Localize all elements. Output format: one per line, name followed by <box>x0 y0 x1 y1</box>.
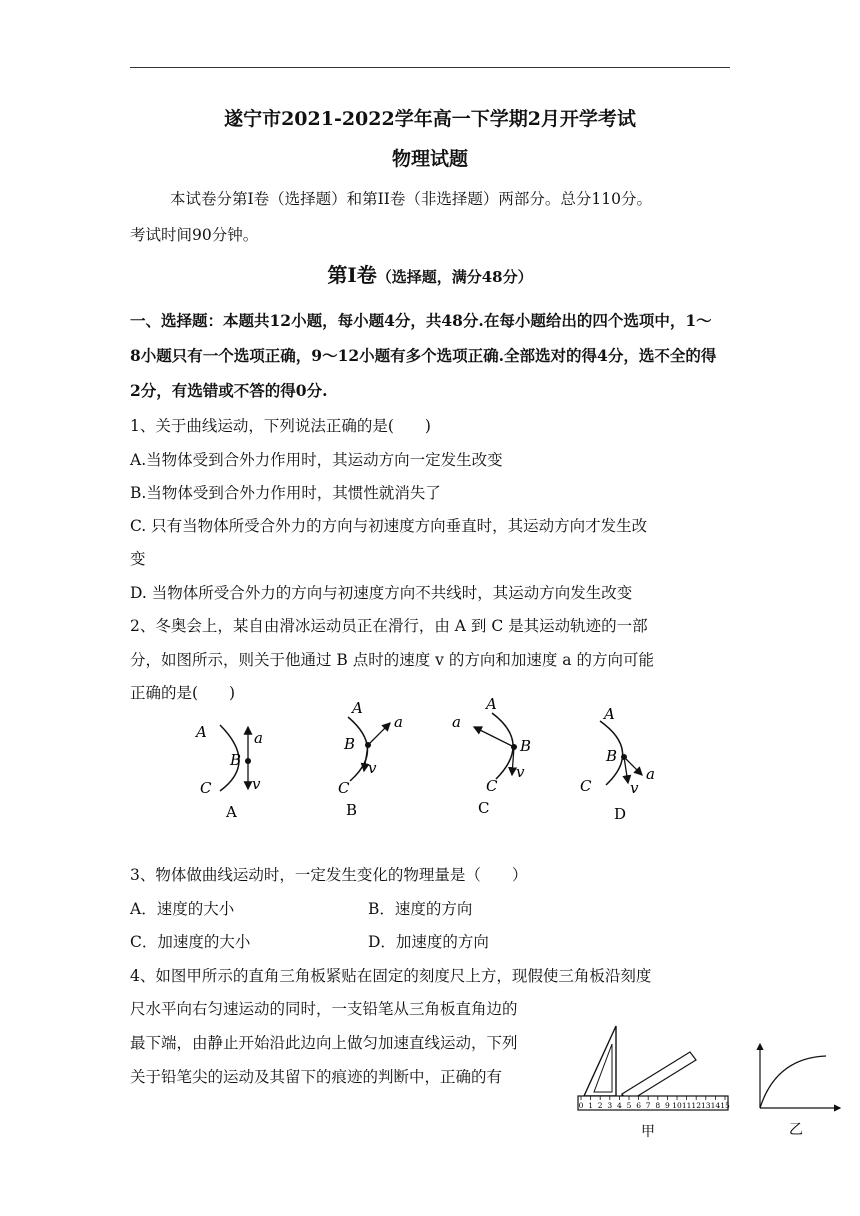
q1-option-c-line-2: 变 <box>130 550 146 568</box>
label-a-point: A <box>486 695 497 713</box>
q3-option-a: A．速度的大小 <box>130 900 235 918</box>
figure-caption-d: D <box>614 805 627 823</box>
label-c-point: C <box>580 777 592 795</box>
label-accel: a <box>646 765 655 783</box>
figure-caption-c: C <box>478 799 490 817</box>
figure-caption-jia: 甲 <box>641 1124 655 1140</box>
q4-line-1: 4、如图甲所示的直角三角板紧贴在固定的刻度尺上方，现假使三角板沿刻度 <box>130 967 652 985</box>
exam-subtitle: 物理试题 <box>391 148 468 170</box>
q4-line-4: 关于铅笔尖的运动及其留下的痕迹的判断中，正确的有 <box>130 1068 503 1086</box>
label-c-point: C <box>486 777 498 795</box>
label-vel: v <box>252 775 261 793</box>
label-b-point: B <box>230 751 242 769</box>
label-b-point: B <box>606 747 618 765</box>
q2-figures <box>180 695 720 825</box>
triangle-ruler <box>584 1026 616 1096</box>
ruler-tick-label: 8 <box>655 1101 661 1110</box>
ruler-tick-label: 9 <box>665 1101 670 1110</box>
instructions-line-3: 2分，有选错或不答的得0分. <box>130 381 328 400</box>
label-b-point: B <box>344 735 356 753</box>
label-accel: a <box>254 729 263 747</box>
ruler-tick-label: 15 <box>720 1101 730 1110</box>
q1-option-c-line-1: C. 只有当物体所受合外力的方向与初速度方向垂直时，其运动方向才发生改 <box>130 517 648 535</box>
label-vel: v <box>630 779 639 797</box>
q1-option-d: D. 当物体所受合外力的方向与初速度方向不共线时，其运动方向发生改变 <box>130 584 633 602</box>
ruler-tick-label: 4 <box>617 1101 622 1110</box>
ruler-tick-label: 11 <box>681 1101 692 1110</box>
q2-line-2: 分，如图所示，则关于他通过 B 点时的速度 v 的方向和加速度 a 的方向可能 <box>130 651 654 669</box>
intro-line-2: 考试时间90分钟。 <box>130 226 259 244</box>
pencil-icon <box>622 1052 696 1102</box>
ruler-tick-label: 12 <box>691 1101 701 1110</box>
q3-option-d: D．加速度的方向 <box>368 933 489 951</box>
q4-figure-yi <box>748 1040 844 1140</box>
label-b-point: B <box>520 737 532 755</box>
ruler-tick-label: 1 <box>588 1101 593 1110</box>
instructions-line-2: 8小题只有一个选项正确，9～12小题有多个选项正确.全部选对的得4分，选不全的得 <box>130 346 717 365</box>
label-accel: a <box>452 713 461 731</box>
instructions-line-1: 一、选择题：本题共12小题，每小题4分，共48分.在每小题给出的四个选项中，1～ <box>130 311 712 330</box>
q4-figure-jia <box>574 1024 734 1142</box>
section-title-note: （选择题，满分48分） <box>376 268 533 286</box>
trajectory-curve <box>760 1056 826 1108</box>
ruler-tick-label: 2 <box>597 1101 603 1110</box>
exam-title: 遂宁市2021-2022学年高一下学期2月开学考试 <box>224 108 636 130</box>
trajectory-arc <box>492 713 513 779</box>
ruler-tick-label: 14 <box>710 1101 721 1110</box>
ruler-tick-label: 3 <box>607 1101 613 1110</box>
label-a-point: A <box>196 723 207 741</box>
q2-figure-d <box>580 705 655 823</box>
ruler-tick-label: 6 <box>636 1101 641 1110</box>
figure-caption-b: B <box>346 801 358 819</box>
q3-option-b: B．速度的方向 <box>368 900 473 918</box>
q2-figure-a <box>194 723 263 821</box>
q3-option-c: C．加速度的大小 <box>130 933 251 951</box>
q1-stem: 1、关于曲线运动，下列说法正确的是( ) <box>130 417 431 435</box>
ruler-tick-label: 0 <box>578 1101 584 1110</box>
label-vel: v <box>368 759 377 777</box>
q1-option-a: A.当物体受到合外力作用时，其运动方向一定发生改变 <box>130 451 503 469</box>
ruler-tick-label: 7 <box>645 1101 651 1110</box>
header-rule <box>130 67 730 68</box>
figure-caption-yi: 乙 <box>789 1122 803 1138</box>
acceleration-arrow <box>368 723 390 745</box>
ruler-tick-label: 13 <box>701 1101 711 1110</box>
q2-figure-b <box>338 699 403 819</box>
label-a-point: A <box>604 705 615 723</box>
label-c-point: C <box>200 779 212 797</box>
q2-figure-c <box>452 695 531 817</box>
q4-line-2: 尺水平向右匀速运动的同时，一支铅笔从三角板直角边的 <box>130 1000 518 1018</box>
q3-stem: 3、物体做曲线运动时，一定发生变化的物理量是（ ） <box>130 866 528 884</box>
q1-option-b: B.当物体受到合外力作用时，其惯性就消失了 <box>130 484 441 502</box>
q4-line-3: 最下端，由静止开始沿此边向上做匀加速直线运动，下列 <box>130 1034 518 1052</box>
label-vel: v <box>516 763 525 781</box>
section-title-main: 第Ⅰ卷 <box>327 263 377 287</box>
figure-caption-a: A <box>226 803 237 821</box>
label-c-point: C <box>338 779 350 797</box>
section-title <box>130 264 730 288</box>
ruler-tick-label: 5 <box>626 1101 632 1110</box>
label-accel: a <box>394 713 403 731</box>
q2-line-1: 2、冬奥会上，某自由滑冰运动员正在滑行，由 A 到 C 是其运动轨迹的一部 <box>130 617 648 635</box>
label-a-point: A <box>352 699 363 717</box>
q2-line-3: 正确的是( ) <box>130 684 236 702</box>
ruler-tick-label: 10 <box>672 1101 682 1110</box>
intro-line-1: 本试卷分第I卷（选择题）和第II卷（非选择题）两部分。总分110分。 <box>170 190 652 208</box>
